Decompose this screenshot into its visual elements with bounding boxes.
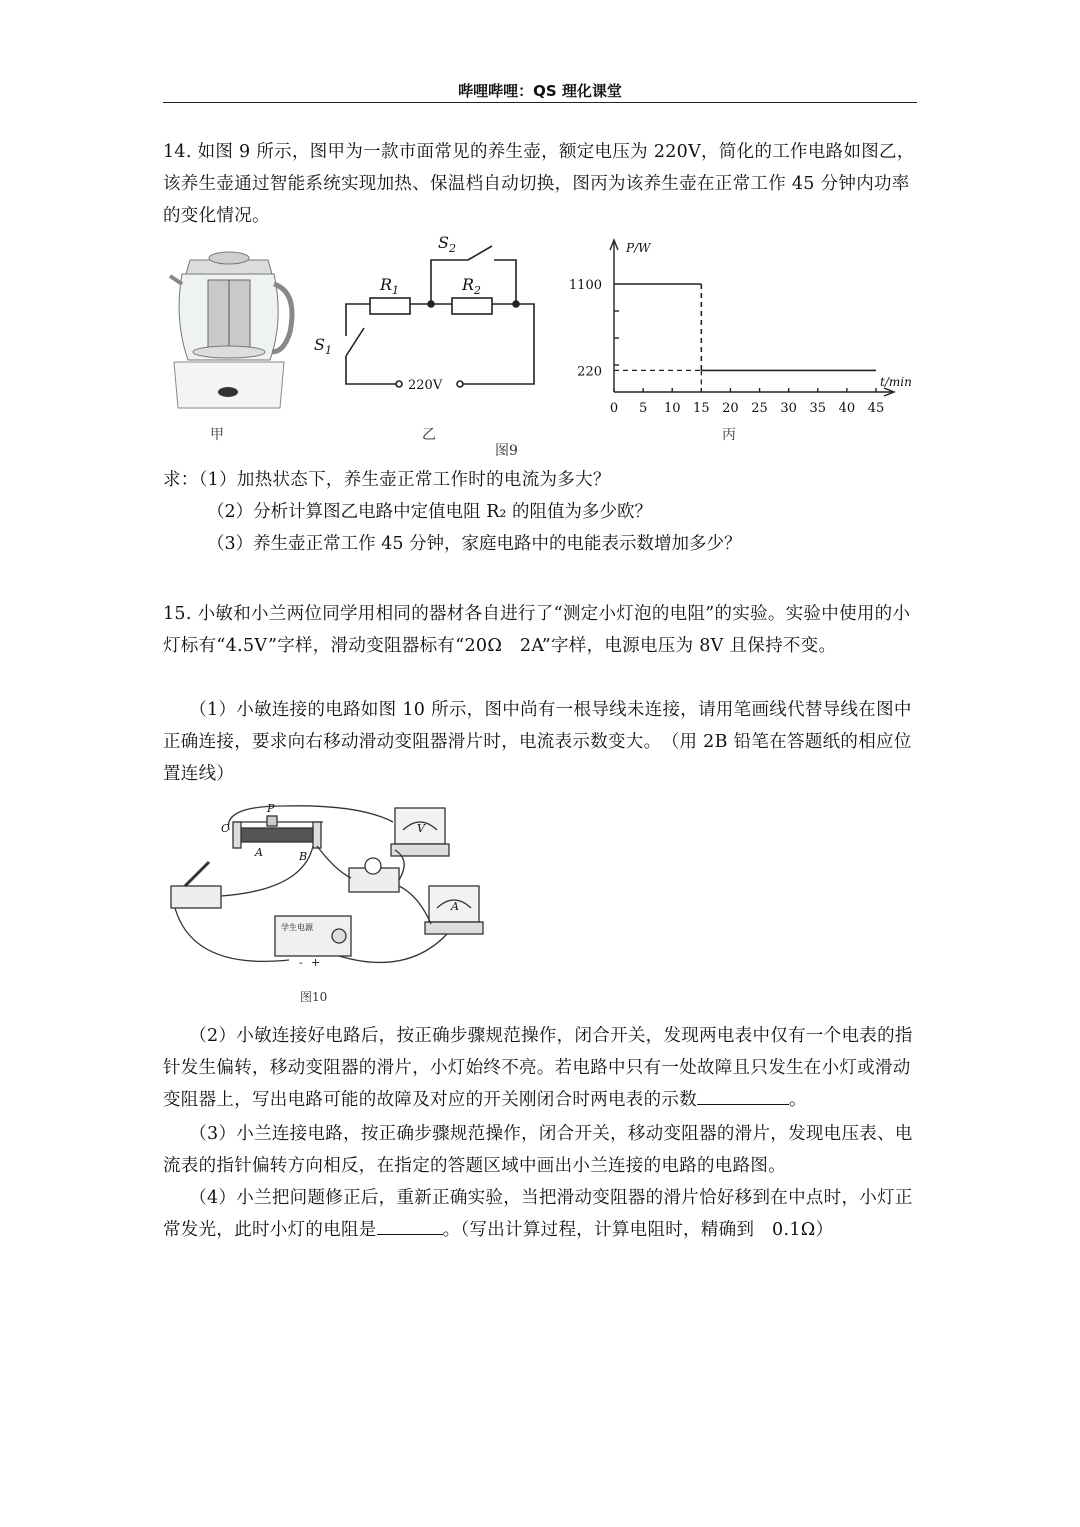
voltmeter-label: V: [417, 822, 425, 835]
q15-part2-text: （2）小敏连接好电路后，按正确步骤规范操作，闭合开关，发现两电表中仅有一个电表的指针发生偏转，移动变阻器的滑片，小灯始终不亮。若电路中只有一处故障且只发生在小灯或滑动变阻器上，写出电路可能的故障及对应的开关刚闭合时两电表的示数: [163, 1026, 913, 1110]
q15-part2: [163, 1020, 917, 1116]
label-jia: 甲: [210, 427, 224, 443]
q15-part4: [163, 1182, 917, 1246]
circuit-diagram: [300, 228, 560, 412]
ask-prefix: 求：: [163, 470, 199, 490]
x-tick-label: 5: [638, 401, 648, 416]
q15-part1: [163, 694, 917, 790]
page-header-title: 哔哩哔哩：QS 理化课堂: [458, 82, 622, 100]
fig10-caption: 图10: [300, 990, 328, 1004]
x-tick-label: 35: [809, 401, 827, 416]
x-tick-label: 45: [867, 401, 885, 416]
x-tick-label: 0: [609, 401, 619, 416]
x-tick-label: 20: [722, 401, 739, 416]
supply-plus: +: [311, 956, 321, 969]
header-divider: [163, 102, 917, 103]
q15-stem: 15. 小敏和小兰两位同学用相同的器材各自进行了“测定小灯泡的电阻”的实验。实验中使用的小灯标有“4.5V”字样，滑动变阻器标有“20Ω 2A”字样，电源电压为 8V 且保持不变。: [163, 604, 911, 656]
ammeter-label: A: [451, 900, 459, 913]
x-tick-label: 10: [663, 401, 681, 416]
ask-3: （3）养生壶正常工作 45 分钟，家庭电路中的电能表示数增加多少？: [207, 534, 742, 554]
q15-part4-end: 。（写出计算过程，计算电阻时，精确到 0.1Ω）: [442, 1220, 834, 1240]
q14-text: [163, 136, 917, 232]
s2-label: $S_2$: [438, 233, 456, 255]
answer-blank-2[interactable]: [697, 1086, 789, 1105]
r2-label: $R_2$: [462, 275, 482, 297]
source-label: 220V: [408, 378, 443, 393]
apparatus-figure: [163, 800, 493, 994]
slider-p-label: P: [267, 802, 275, 815]
q15-part3: [163, 1118, 917, 1182]
fig9-caption: 图9: [495, 443, 518, 459]
terminal-b-label: B: [299, 850, 308, 863]
x-tick-label: 40: [838, 401, 856, 416]
x-tick-label: 30: [780, 401, 797, 416]
terminal-c-label: C: [221, 822, 230, 835]
q15-part3-text: （3）小兰连接电路，按正确步骤规范操作，闭合开关，移动变阻器的滑片，发现电压表、电流表的指针偏转方向相反，在指定的答题区域中画出小兰连接的电路的电路图。: [163, 1124, 913, 1176]
chart-xlabel: t/min: [880, 375, 912, 389]
q15-part4-text: （4）小兰把问题修正后，重新正确实验，当把滑动变阻器的滑片恰好移到在中点时，小灯正常发光，此时小灯的电阻是: [163, 1188, 913, 1240]
y-tick-label: 220: [577, 364, 602, 380]
power-chart: [570, 232, 920, 436]
supply-label: 学生电源: [281, 923, 313, 932]
q14-stem: 14. 如图 9 所示，图甲为一款市面常见的养生壶，额定电压为 220V，简化的工作电路如图乙，该养生壶通过智能系统实现加热、保温档自动切换，图丙为该养生壶在正常工作 45 分钟内功率的变化情况。: [163, 142, 915, 226]
s1-label: $S_1$: [314, 335, 332, 357]
q14-asks: [163, 464, 917, 496]
kettle-figure: [168, 240, 298, 419]
x-tick-label: 25: [751, 401, 768, 416]
ask-1: （1）加热状态下，养生壶正常工作时的电流为多大？: [198, 470, 611, 490]
x-tick-label: 15: [693, 401, 710, 416]
supply-minus: -: [299, 956, 303, 969]
q15-part1-text: （1）小敏连接的电路如图 10 所示，图中尚有一根导线未连接，请用笔画线代替导线在图中正确连接，要求向右移动滑动变阻器滑片时，电流表示数变大。 （用 2B 铅笔在答题纸的相应位置连线）: [163, 700, 912, 784]
chart-ylabel: P/W: [626, 241, 651, 255]
label-bing: 丙: [722, 427, 736, 443]
y-tick-label: 1100: [570, 278, 602, 293]
label-yi: 乙: [422, 427, 436, 443]
terminal-a-label: A: [255, 846, 263, 859]
q15-intro: [163, 598, 917, 662]
answer-blank-4[interactable]: [377, 1216, 443, 1235]
r1-label: $R_1$: [380, 275, 400, 297]
q15-part2-end: 。: [789, 1090, 807, 1110]
ask-2: （2）分析计算图乙电路中定值电阻 R₂ 的阻值为多少欧？: [207, 502, 652, 522]
